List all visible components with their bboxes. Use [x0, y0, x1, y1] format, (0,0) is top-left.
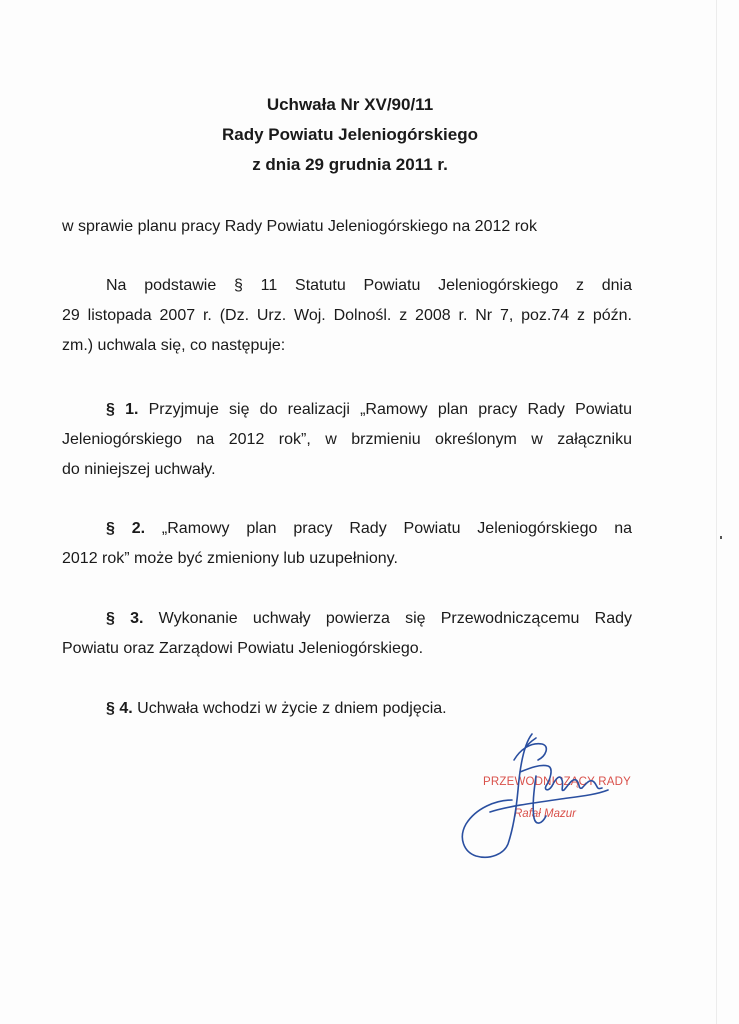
preamble-line: Na podstawie § 11 Statutu Powiatu Jeleniogórskiego z dnia: [106, 277, 632, 294]
section-2: [62, 514, 632, 574]
scan-speck: [720, 536, 722, 539]
section-line: 2012 rok” może być zmieniony lub uzupełniony.: [62, 550, 398, 567]
section-line: Jeleniogórskiego na 2012 rok”, w brzmieniu określonym w załączniku: [62, 431, 632, 448]
resolution-subject: w sprawie planu pracy Rady Powiatu Jeleniogórskiego na 2012 rok: [62, 218, 537, 235]
issuing-body: Rady Powiatu Jeleniogórskiego: [221, 125, 478, 144]
section-number: § 4.: [106, 700, 133, 717]
resolution-date: z dnia 29 grudnia 2011 r.: [252, 155, 448, 174]
section-line: § 1. Przyjmuje się do realizacji „Ramowy plan pracy Rady Powiatu: [106, 401, 633, 418]
stamp-title: PRZEWODNICZĄCY RADY: [483, 776, 631, 788]
section-3: [62, 604, 632, 664]
preamble-line: zm.) uchwala się, co następuje:: [62, 337, 286, 354]
resolution-header: [0, 90, 700, 180]
scan-edge-line: [716, 0, 717, 1024]
section-line: § 4. Uchwała wchodzi w życie z dniem podjęcia.: [106, 700, 447, 717]
section-1: [62, 395, 632, 485]
section-line: do niniejszej uchwały.: [62, 461, 216, 478]
section-line: Powiatu oraz Zarządowi Powiatu Jeleniogórskiego.: [62, 640, 424, 657]
preamble: [62, 271, 632, 361]
section-line: § 2. „Ramowy plan pracy Rady Powiatu Jeleniogórskiego na: [106, 520, 632, 537]
resolution-number: Uchwała Nr XV/90/11: [266, 95, 434, 114]
section-number: § 1.: [106, 401, 139, 418]
preamble-line: 29 listopada 2007 r. (Dz. Urz. Woj. Dolnośl. z 2008 r. Nr 7, poz.74 z późn.: [62, 307, 632, 324]
stamp-name: Rafał Mazur: [514, 808, 576, 820]
section-number: § 3.: [106, 610, 144, 627]
section-line: § 3. Wykonanie uchwały powierza się Przewodniczącemu Rady: [106, 610, 632, 627]
section-number: § 2.: [106, 520, 146, 537]
handwritten-signature: [450, 720, 620, 870]
